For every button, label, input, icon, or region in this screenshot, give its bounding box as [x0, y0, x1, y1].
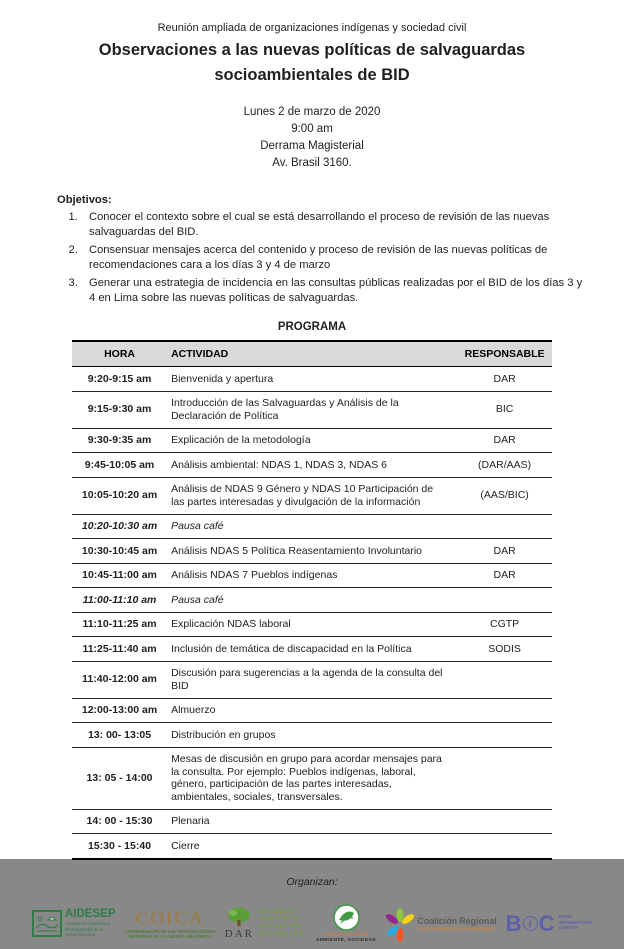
program-row [72, 539, 552, 564]
hora-cell: 11:40-12:00 am [72, 661, 167, 698]
program-row [72, 588, 552, 613]
program-row [72, 391, 552, 428]
program-row [72, 477, 552, 514]
actividad-cell: Pausa café [167, 514, 457, 539]
aidesep-text [65, 909, 116, 937]
bic-info-icon: i [523, 916, 538, 931]
actividad-cell: Explicación NDAS laboral [167, 612, 457, 637]
hora-cell: 11:10-11:25 am [72, 612, 167, 637]
hora-cell: 11:00-11:10 am [72, 588, 167, 613]
meeting-subtitle: Reunión ampliada de organizaciones indígenas y sociedad civil [157, 22, 467, 34]
column-header-actividad: ACTIVIDAD [167, 341, 457, 367]
event-time: 9:00 am [291, 123, 333, 135]
hora-cell: 13: 05 - 14:00 [72, 747, 167, 809]
responsable-cell [457, 834, 552, 859]
responsable-cell: DAR [457, 367, 552, 392]
hora-cell: 14: 00 - 15:30 [72, 809, 167, 834]
hora-cell: 9:30-9:35 am [72, 428, 167, 453]
actividad-cell: Análisis NDAS 7 Pueblos indígenas [167, 563, 457, 588]
actividad-cell: Distribución en grupos [167, 723, 457, 748]
aas-name: ASOCIACIÓN [323, 933, 369, 938]
bic-name [505, 910, 555, 936]
event-details [0, 104, 624, 172]
responsable-cell [457, 747, 552, 809]
logo-bic [505, 910, 592, 936]
responsable-cell: CGTP [457, 612, 552, 637]
column-header-hora: HORA [72, 341, 167, 367]
objectives-heading: Objetivos: [57, 194, 112, 206]
responsable-cell: SODIS [457, 637, 552, 662]
responsable-cell: (DAR/AAS) [457, 453, 552, 478]
aidesep-emblem-icon [32, 910, 62, 937]
actividad-cell: Mesas de discusión en grupo para acordar mensajes para la consulta. Por ejemplo: Pueblos indígenas, laboral, género, participación de las partes interesadas, ambientales, sociales, transversales. [167, 747, 457, 809]
hora-cell: 10:05-10:20 am [72, 477, 167, 514]
logo-dar [225, 907, 307, 940]
aidesep-tagline: Asociación Interétnica de Desarrollo de la Selva Peruana [65, 921, 110, 938]
program-row [72, 747, 552, 809]
program-row [72, 514, 552, 539]
responsable-cell: DAR [457, 428, 552, 453]
aas-tagline: AMBIENTE, SOCIEDAD [316, 938, 377, 943]
hora-cell: 13: 00- 13:05 [72, 723, 167, 748]
organizer-logos-row [32, 899, 592, 949]
hora-cell: 10:20-10:30 am [72, 514, 167, 539]
actividad-cell: Bienvenida y apertura [167, 367, 457, 392]
actividad-cell: Cierre [167, 834, 457, 859]
bic-letter-b: B [505, 910, 522, 936]
responsable-cell [457, 588, 552, 613]
responsable-cell: DAR [457, 539, 552, 564]
responsable-cell [457, 661, 552, 698]
program-row [72, 563, 552, 588]
program-row [72, 723, 552, 748]
program-row [72, 428, 552, 453]
responsable-cell [457, 723, 552, 748]
aas-leaf-icon [333, 904, 360, 931]
aidesep-name: AIDESEP [65, 908, 116, 921]
actividad-cell: Introducción de las Salvaguardas y Análisis de la Declaración de Política [167, 391, 457, 428]
program-row [72, 637, 552, 662]
bic-tagline: BANK INFORMATION CENTER [558, 914, 592, 932]
responsable-cell [457, 514, 552, 539]
hora-cell: 9:20-9:15 am [72, 367, 167, 392]
hora-cell: 15:30 - 15:40 [72, 834, 167, 859]
program-row [72, 834, 552, 859]
program-row [72, 661, 552, 698]
actividad-cell: Explicación de la metodología [167, 428, 457, 453]
objective-item: 2. Consensuar mensajes acerca del contenido y proceso de revisión de las nuevas políticas de recomendaciones cara a los días 3 y 4 de marzo [81, 243, 590, 272]
hora-cell: 10:45-11:00 am [72, 563, 167, 588]
organizers-label: Organizan: [286, 875, 338, 888]
hora-cell: 9:45-10:05 am [72, 453, 167, 478]
coica-name: COICA [135, 907, 205, 929]
actividad-cell: Análisis ambiental: NDAS 1, NDAS 3, NDAS 6 [167, 453, 457, 478]
dar-name: DAR [224, 928, 254, 940]
objectives-list [57, 210, 590, 305]
program-row [72, 809, 552, 834]
program-row [72, 453, 552, 478]
program-title: PROGRAMA [277, 321, 347, 333]
event-date: Lunes 2 de marzo de 2020 [243, 106, 381, 118]
objective-item: 1. Conocer el contexto sobre el cual se está desarrollando el proceso de revisión de las nuevas salvaguardas del BID. [81, 210, 590, 239]
responsable-cell [457, 809, 552, 834]
actividad-cell: Pausa café [167, 588, 457, 613]
event-address: Av. Brasil 3160. [272, 157, 352, 169]
responsable-cell: DAR [457, 563, 552, 588]
hora-cell: 10:30-10:45 am [72, 539, 167, 564]
hora-cell: 12:00-13:00 am [72, 698, 167, 723]
program-header-row [72, 341, 552, 367]
actividad-cell: Análisis de NDAS 9 Género y NDAS 10 Participación de las partes interesadas y divulgación de la información [167, 477, 457, 514]
actividad-cell: Almuerzo [167, 698, 457, 723]
responsable-cell: (AAS/BIC) [457, 477, 552, 514]
logo-aidesep [32, 909, 116, 937]
logo-coica [125, 909, 216, 939]
event-venue: Derrama Magisterial [260, 140, 364, 152]
actividad-cell: Análisis NDAS 5 Política Reasentamiento Involuntario [167, 539, 457, 564]
logo-ambiente-sociedad [316, 904, 376, 943]
dar-emblem [225, 907, 254, 940]
actividad-cell: Inclusión de temática de discapacidad en la Política [167, 637, 457, 662]
column-header-responsable: RESPONSABLE [457, 341, 552, 367]
coica-tagline: COORDINADORA DE LAS ORGANIZACIONES INDÍGENAS DE LA CUENCA AMAZÓNICA [124, 928, 216, 939]
dar-tree-icon [226, 907, 252, 927]
responsable-cell [457, 698, 552, 723]
bic-letter-c: C [538, 910, 555, 936]
logo-coalicion-regional [385, 904, 496, 944]
responsable-cell: BIC [457, 391, 552, 428]
coalicion-petals-icon [385, 904, 415, 944]
objective-item: 3. Generar una estrategia de incidencia en las consultas públicas realizadas por el BID de los días 3 y 4 en Lima sobre las nuevas políticas de salvaguardas. [81, 276, 590, 305]
hora-cell: 11:25-11:40 am [72, 637, 167, 662]
dar-tagline: DERECHO AMBIENTE Y RECURSOS NATURALES [259, 908, 307, 937]
actividad-cell: Plenaria [167, 809, 457, 834]
document-title: Observaciones a las nuevas políticas de salvaguardas socioambientales de BID [98, 41, 526, 84]
objectives-section [57, 194, 590, 305]
program-row [72, 367, 552, 392]
program-table [72, 340, 552, 860]
coalicion-text [417, 916, 496, 932]
coalicion-name: Coalición Regional [417, 915, 497, 926]
actividad-cell: Discusión para sugerencias a la agenda de la consulta del BID [167, 661, 457, 698]
program-row [72, 698, 552, 723]
coalicion-tagline: Por la transparencia y la participación [417, 925, 494, 931]
hora-cell: 9:15-9:30 am [72, 391, 167, 428]
program-row [72, 612, 552, 637]
